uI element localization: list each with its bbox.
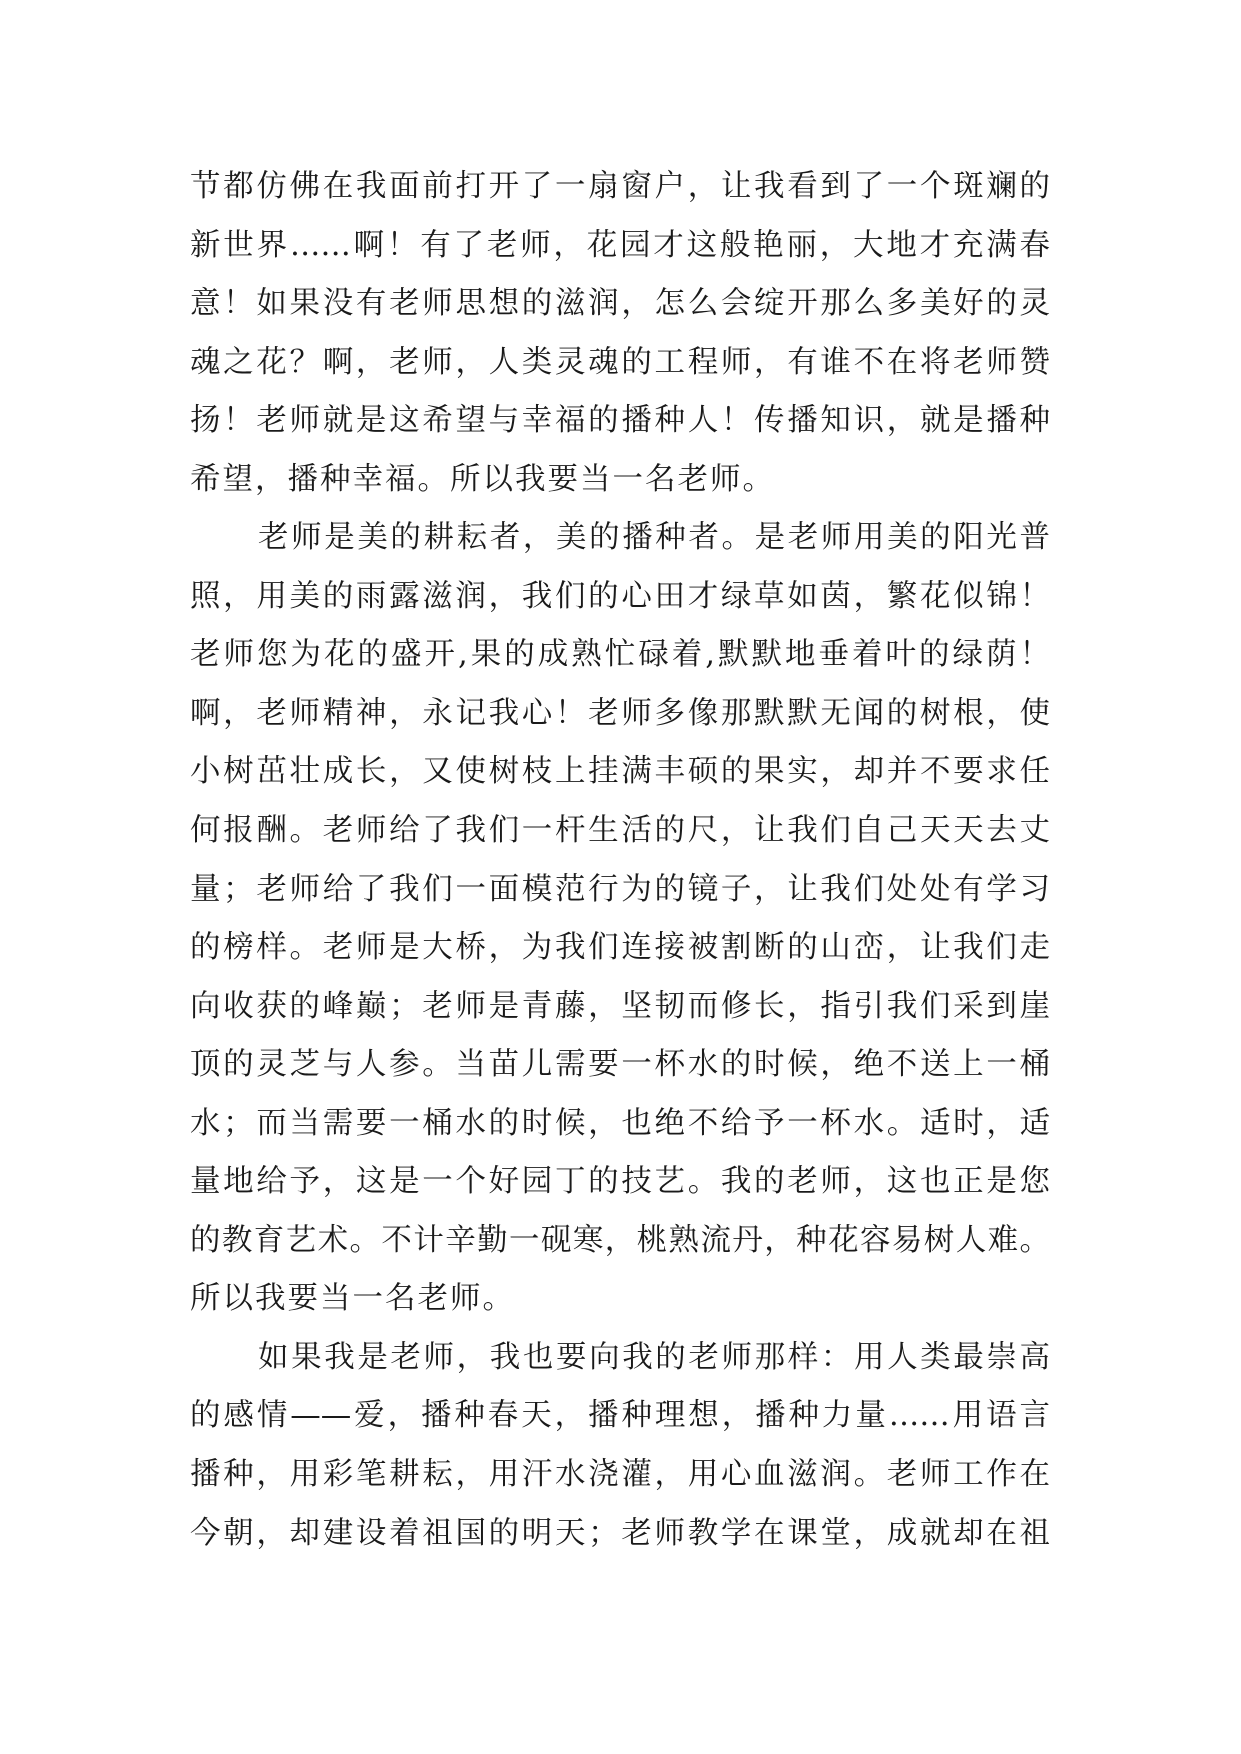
text-line: 水；而当需要一桶水的时候，也绝不给予一杯水。适时，适 (190, 1105, 1050, 1141)
body-text (190, 158, 1050, 1563)
text-line: 新世界……啊！有了老师，花园才这般艳丽，大地才充满春 (190, 227, 1050, 263)
text-line: 顶的灵芝与人参。当苗儿需要一杯水的时候，绝不送上一桶 (190, 1047, 1050, 1083)
text-line: 节都仿佛在我面前打开了一扇窗户，让我看到了一个斑斓的 (190, 169, 1050, 204)
text-line: 播种，用彩笔耕耘，用汗水浇灌，用心血滋润。老师工作在 (190, 1457, 1050, 1493)
paragraph-end-line: 希望，播种幸福。所以我要当一名老师。 (190, 461, 775, 497)
text-line: 的榜样。老师是大桥，为我们连接被割断的山峦，让我们走 (190, 930, 1050, 966)
paragraph-end-line: 所以我要当一名老师。 (190, 1281, 515, 1317)
paragraph-start-line: 如果我是老师，我也要向我的老师那样：用人类最崇高 (258, 1339, 1050, 1375)
text-line: 量；老师给了我们一面模范行为的镜子，让我们处处有学习 (190, 871, 1050, 907)
text-line: 小树茁壮成长，又使树枝上挂满丰硕的果实，却并不要求任 (190, 754, 1050, 790)
text-line: 照，用美的雨露滋润，我们的心田才绿草如茵，繁花似锦！ (190, 578, 1050, 614)
text-line: 魂之花？啊，老师，人类灵魂的工程师，有谁不在将老师赞 (190, 344, 1050, 380)
text-line: 啊，老师精神，永记我心！老师多像那默默无闻的树根，使 (190, 695, 1050, 731)
text-line: 今朝，却建设着祖国的明天；老师教学在课堂，成就却在祖 (190, 1515, 1050, 1551)
text-line: 扬！老师就是这希望与幸福的播种人！传播知识，就是播种 (190, 403, 1050, 439)
text-line: 意！如果没有老师思想的滋润，怎么会绽开那么多美好的灵 (190, 286, 1050, 322)
paragraph-start-line: 老师是美的耕耘者，美的播种者。是老师用美的阳光普 (258, 520, 1050, 556)
text-line: 向收获的峰巅；老师是青藤，坚韧而修长，指引我们采到崖 (190, 988, 1050, 1024)
text-line: 何报酬。老师给了我们一杆生活的尺，让我们自己天天去丈 (190, 813, 1050, 849)
text-line: 的感情——爱，播种春天，播种理想，播种力量……用语言 (190, 1398, 1050, 1434)
text-line: 老师您为花的盛开,果的成熟忙碌着,默默地垂着叶的绿荫！ (190, 637, 1050, 673)
text-line: 量地给予，这是一个好园丁的技艺。我的老师，这也正是您 (190, 1164, 1050, 1200)
text-line: 的教育艺术。不计辛勤一砚寒，桃熟流丹，种花容易树人难。 (190, 1222, 1050, 1258)
